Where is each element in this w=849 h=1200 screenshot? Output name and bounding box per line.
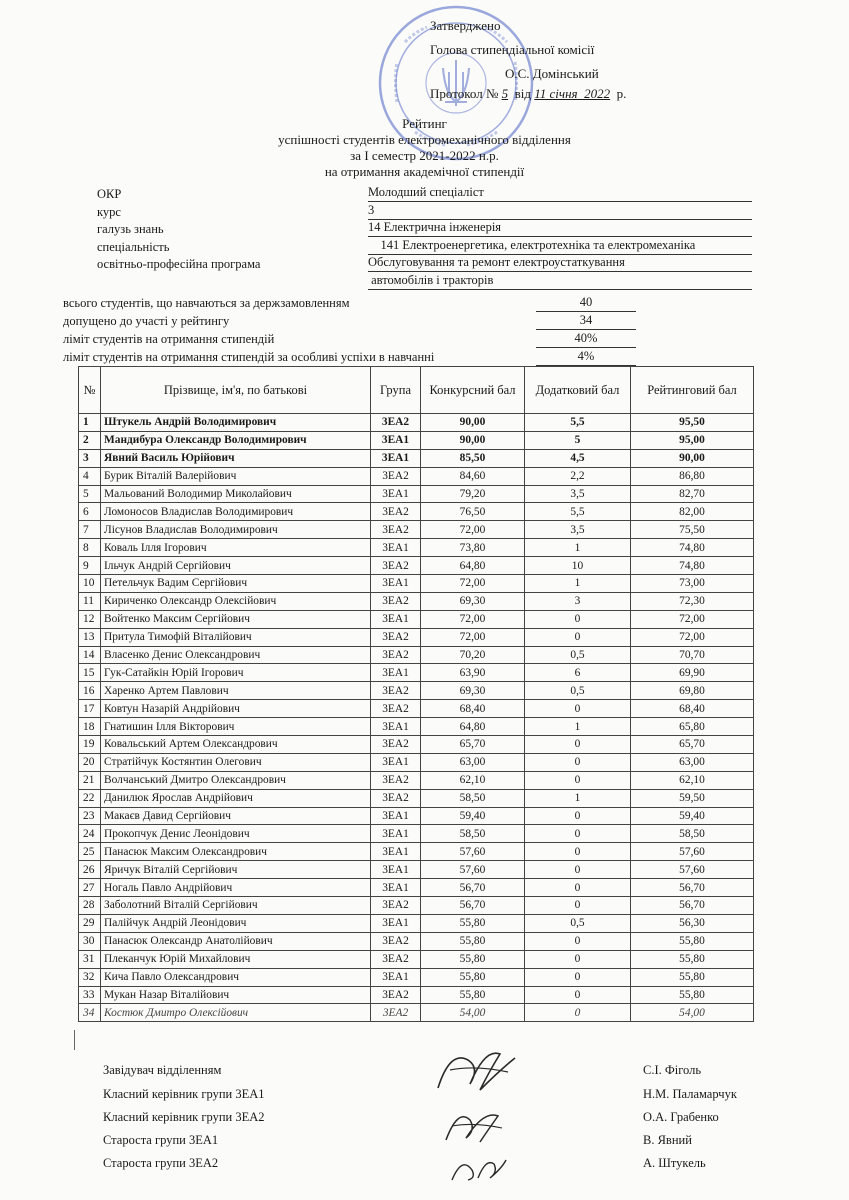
additional-score: 0 xyxy=(525,825,631,843)
competitive-score: 90,00 xyxy=(421,431,525,449)
approval-line-1: Затверджено xyxy=(430,18,501,33)
rating-score: 62,10 xyxy=(631,771,754,789)
additional-score: 6 xyxy=(525,664,631,682)
table-row xyxy=(79,431,754,449)
rating-score: 55,80 xyxy=(631,950,754,968)
group: 3ЕА2 xyxy=(371,1004,421,1022)
competitive-score: 55,80 xyxy=(421,914,525,932)
competitive-score: 84,60 xyxy=(421,467,525,485)
student-name: Панасюк Олександр Анатолійович xyxy=(101,932,371,950)
student-name: Мальований Володимир Миколайович xyxy=(101,485,371,503)
competitive-score: 58,50 xyxy=(421,825,525,843)
stat-value-limit-special: 4% xyxy=(536,348,636,366)
student-name: Войтенко Максим Сергійович xyxy=(101,610,371,628)
ranking-table xyxy=(78,366,754,1022)
competitive-score: 90,00 xyxy=(421,414,525,432)
row-number: 17 xyxy=(79,700,101,718)
protocol-mid: від xyxy=(508,86,535,101)
additional-score: 1 xyxy=(525,539,631,557)
table-row xyxy=(79,932,754,950)
rating-score: 86,80 xyxy=(631,467,754,485)
competitive-score: 76,50 xyxy=(421,503,525,521)
row-number: 21 xyxy=(79,771,101,789)
competitive-score: 79,20 xyxy=(421,485,525,503)
rating-score: 55,80 xyxy=(631,968,754,986)
table-row xyxy=(79,771,754,789)
group: 3ЕА2 xyxy=(371,592,421,610)
row-number: 3 xyxy=(79,449,101,467)
student-name: Лісунов Владислав Володимирович xyxy=(101,521,371,539)
row-number: 30 xyxy=(79,932,101,950)
group: 3ЕА2 xyxy=(371,986,421,1004)
rating-score: 54,00 xyxy=(631,1004,754,1022)
student-name: Костюк Дмитро Олексійович xyxy=(101,1004,371,1022)
row-number: 14 xyxy=(79,646,101,664)
competitive-score: 69,30 xyxy=(421,682,525,700)
sign-role-head: Завідувач відділенням xyxy=(103,1063,222,1077)
competitive-score: 55,80 xyxy=(421,950,525,968)
student-name: Кириченко Олександр Олексійович xyxy=(101,592,371,610)
rating-score: 70,70 xyxy=(631,646,754,664)
group: 3ЕА1 xyxy=(371,718,421,736)
group: 3ЕА1 xyxy=(371,968,421,986)
info-value-field: 14 Електрична інженерія xyxy=(368,219,752,237)
student-name: Панасюк Максим Олександрович xyxy=(101,843,371,861)
table-row xyxy=(79,789,754,807)
additional-score: 0 xyxy=(525,753,631,771)
additional-score: 0 xyxy=(525,736,631,754)
row-number: 13 xyxy=(79,628,101,646)
rating-score: 57,60 xyxy=(631,843,754,861)
group: 3ЕА1 xyxy=(371,879,421,897)
competitive-score: 85,50 xyxy=(421,449,525,467)
rating-score: 74,80 xyxy=(631,557,754,575)
rating-score: 95,50 xyxy=(631,414,754,432)
competitive-score: 63,00 xyxy=(421,753,525,771)
title-subtitle: успішності студентів електромеханічного відділення xyxy=(278,132,571,147)
competitive-score: 70,20 xyxy=(421,646,525,664)
approval-line-2: Голова стипендіальної комісії xyxy=(430,42,595,57)
table-header-row xyxy=(79,367,754,414)
additional-score: 1 xyxy=(525,789,631,807)
table-body xyxy=(79,414,754,1022)
row-number: 6 xyxy=(79,503,101,521)
stat-label-admitted: допущено до участі у рейтингу xyxy=(63,314,230,328)
additional-score: 0,5 xyxy=(525,682,631,700)
group: 3ЕА2 xyxy=(371,521,421,539)
protocol-prefix: Протокол № xyxy=(430,86,502,101)
competitive-score: 57,60 xyxy=(421,861,525,879)
table-row xyxy=(79,467,754,485)
competitive-score: 55,80 xyxy=(421,986,525,1004)
additional-score: 0 xyxy=(525,879,631,897)
margin-mark xyxy=(74,1030,75,1050)
student-name: Штукель Андрій Володимирович xyxy=(101,414,371,432)
table-row xyxy=(79,539,754,557)
table-row xyxy=(79,485,754,503)
row-number: 9 xyxy=(79,557,101,575)
row-number: 25 xyxy=(79,843,101,861)
sign-role-curator-1: Класний керівник групи 3ЕА1 xyxy=(103,1087,265,1101)
info-label-okr: ОКР xyxy=(97,187,122,201)
stat-value-total: 40 xyxy=(536,294,636,312)
group: 3ЕА2 xyxy=(371,736,421,754)
group: 3ЕА1 xyxy=(371,914,421,932)
student-name: Стратійчук Костянтин Олегович xyxy=(101,753,371,771)
info-label-specialty: спеціальність xyxy=(97,240,170,254)
title-rating: Рейтинг xyxy=(402,116,447,131)
group: 3ЕА1 xyxy=(371,807,421,825)
group: 3ЕА2 xyxy=(371,897,421,915)
student-name: Коваль Ілля Ігорович xyxy=(101,539,371,557)
group: 3ЕА2 xyxy=(371,628,421,646)
rating-score: 72,00 xyxy=(631,628,754,646)
additional-score: 0 xyxy=(525,771,631,789)
competitive-score: 64,80 xyxy=(421,557,525,575)
rating-score: 55,80 xyxy=(631,932,754,950)
title-purpose: на отримання академічної стипендії xyxy=(324,164,525,179)
table-row xyxy=(79,557,754,575)
additional-score: 0 xyxy=(525,986,631,1004)
table-row xyxy=(79,861,754,879)
table-row xyxy=(79,825,754,843)
signature-scribble-3 xyxy=(448,1150,508,1185)
student-name: Притула Тимофій Віталійович xyxy=(101,628,371,646)
sign-name-elder-2: А. Штукель xyxy=(643,1156,706,1170)
additional-score: 2,2 xyxy=(525,467,631,485)
additional-score: 3 xyxy=(525,592,631,610)
table-row xyxy=(79,646,754,664)
additional-score: 0 xyxy=(525,950,631,968)
sign-role-elder-2: Староста групи 3ЕА2 xyxy=(103,1156,219,1170)
competitive-score: 57,60 xyxy=(421,843,525,861)
rating-score: 74,80 xyxy=(631,539,754,557)
additional-score: 0,5 xyxy=(525,646,631,664)
student-name: Ковальський Артем Олександрович xyxy=(101,736,371,754)
additional-score: 0 xyxy=(525,807,631,825)
table-row xyxy=(79,879,754,897)
rating-score: 56,30 xyxy=(631,914,754,932)
group: 3ЕА1 xyxy=(371,825,421,843)
table-row xyxy=(79,628,754,646)
table-row xyxy=(79,664,754,682)
competitive-score: 62,10 xyxy=(421,771,525,789)
student-name: Харенко Артем Павлович xyxy=(101,682,371,700)
student-name: Ногаль Павло Андрійович xyxy=(101,879,371,897)
competitive-score: 54,00 xyxy=(421,1004,525,1022)
sign-role-curator-2: Класний керівник групи 3ЕА2 xyxy=(103,1110,265,1124)
info-value-specialty: 141 Електроенергетика, електротехніка та електромеханіка xyxy=(368,237,752,255)
table-row xyxy=(79,950,754,968)
rating-score: 56,70 xyxy=(631,897,754,915)
student-name: Мукан Назар Віталійович xyxy=(101,986,371,1004)
student-name: Гук-Сатайкін Юрій Ігорович xyxy=(101,664,371,682)
rating-score: 59,40 xyxy=(631,807,754,825)
sign-role-elder-1: Староста групи 3ЕА1 xyxy=(103,1133,219,1147)
rating-score: 56,70 xyxy=(631,879,754,897)
competitive-score: 56,70 xyxy=(421,897,525,915)
row-number: 4 xyxy=(79,467,101,485)
row-number: 28 xyxy=(79,897,101,915)
competitive-score: 72,00 xyxy=(421,575,525,593)
student-name: Власенко Денис Олександрович xyxy=(101,646,371,664)
group: 3ЕА2 xyxy=(371,950,421,968)
student-name: Ломоносов Владислав Володимирович xyxy=(101,503,371,521)
table-row xyxy=(79,700,754,718)
group: 3ЕА1 xyxy=(371,485,421,503)
row-number: 5 xyxy=(79,485,101,503)
rating-score: 72,30 xyxy=(631,592,754,610)
approval-line-3: О.С. Домінський xyxy=(505,66,599,81)
student-name: Волчанський Дмитро Олександрович xyxy=(101,771,371,789)
rating-score: 55,80 xyxy=(631,986,754,1004)
group: 3ЕА2 xyxy=(371,503,421,521)
row-number: 26 xyxy=(79,861,101,879)
student-name: Бурик Віталій Валерійович xyxy=(101,467,371,485)
row-number: 8 xyxy=(79,539,101,557)
info-value-course: 3 xyxy=(368,202,752,220)
info-value-program-cont: автомобілів і тракторів xyxy=(368,272,752,290)
row-number: 18 xyxy=(79,718,101,736)
additional-score: 0,5 xyxy=(525,914,631,932)
competitive-score: 69,30 xyxy=(421,592,525,610)
student-name: Палійчук Андрій Леонідович xyxy=(101,914,371,932)
competitive-score: 72,00 xyxy=(421,610,525,628)
student-name: Ковтун Назарій Андрійович xyxy=(101,700,371,718)
table-row xyxy=(79,986,754,1004)
group: 3ЕА2 xyxy=(371,646,421,664)
student-name: Плеканчук Юрій Михайлович xyxy=(101,950,371,968)
stat-label-total: всього студентів, що навчаються за держзамовленням xyxy=(63,296,350,310)
protocol-number: 5 xyxy=(501,86,509,101)
rating-score: 68,40 xyxy=(631,700,754,718)
additional-score: 10 xyxy=(525,557,631,575)
additional-score: 0 xyxy=(525,1004,631,1022)
group: 3ЕА2 xyxy=(371,414,421,432)
row-number: 10 xyxy=(79,575,101,593)
row-number: 12 xyxy=(79,610,101,628)
competitive-score: 73,80 xyxy=(421,539,525,557)
stat-value-admitted: 34 xyxy=(536,312,636,330)
protocol-line xyxy=(430,86,626,102)
additional-score: 5 xyxy=(525,431,631,449)
rating-score: 65,80 xyxy=(631,718,754,736)
group: 3ЕА1 xyxy=(371,843,421,861)
rating-score: 58,50 xyxy=(631,825,754,843)
additional-score: 0 xyxy=(525,968,631,986)
competitive-score: 64,80 xyxy=(421,718,525,736)
competitive-score: 59,40 xyxy=(421,807,525,825)
group: 3ЕА1 xyxy=(371,610,421,628)
additional-score: 5,5 xyxy=(525,414,631,432)
header-number: № xyxy=(79,367,101,414)
group: 3ЕА2 xyxy=(371,932,421,950)
row-number: 33 xyxy=(79,986,101,1004)
table-row xyxy=(79,753,754,771)
student-name: Заболотний Віталій Сергійович xyxy=(101,897,371,915)
row-number: 20 xyxy=(79,753,101,771)
protocol-date: 11 січня 2022 xyxy=(534,86,611,101)
stat-label-limit: ліміт студентів на отримання стипендій xyxy=(63,332,275,346)
sign-name-curator-1: Н.М. Паламарчук xyxy=(643,1087,737,1101)
rating-score: 57,60 xyxy=(631,861,754,879)
header-name: Прізвище, ім'я, по батькові xyxy=(101,367,371,414)
sign-name-curator-2: О.А. Грабенко xyxy=(643,1110,719,1124)
rating-score: 72,00 xyxy=(631,610,754,628)
group: 3ЕА1 xyxy=(371,753,421,771)
student-name: Петельчук Вадим Сергійович xyxy=(101,575,371,593)
group: 3ЕА1 xyxy=(371,539,421,557)
group: 3ЕА2 xyxy=(371,557,421,575)
rating-score: 82,70 xyxy=(631,485,754,503)
group: 3ЕА2 xyxy=(371,682,421,700)
rating-score: 73,00 xyxy=(631,575,754,593)
stat-label-limit-special: ліміт студентів на отримання стипендій за особливі успіхи в навчанні xyxy=(63,350,435,364)
additional-score: 3,5 xyxy=(525,521,631,539)
rating-score: 95,00 xyxy=(631,431,754,449)
table-row xyxy=(79,807,754,825)
rating-score: 65,70 xyxy=(631,736,754,754)
additional-score: 0 xyxy=(525,843,631,861)
additional-score: 0 xyxy=(525,932,631,950)
table-row xyxy=(79,449,754,467)
additional-score: 4,5 xyxy=(525,449,631,467)
additional-score: 0 xyxy=(525,861,631,879)
rating-score: 63,00 xyxy=(631,753,754,771)
row-number: 15 xyxy=(79,664,101,682)
row-number: 34 xyxy=(79,1004,101,1022)
row-number: 32 xyxy=(79,968,101,986)
table-row xyxy=(79,682,754,700)
info-value-program: Обслуговування та ремонт електроустаткування xyxy=(368,254,752,272)
competitive-score: 55,80 xyxy=(421,968,525,986)
group: 3ЕА1 xyxy=(371,449,421,467)
info-label-program: освітньо-професійна програма xyxy=(97,257,261,271)
row-number: 2 xyxy=(79,431,101,449)
row-number: 23 xyxy=(79,807,101,825)
group: 3ЕА1 xyxy=(371,431,421,449)
group: 3ЕА1 xyxy=(371,861,421,879)
group: 3ЕА2 xyxy=(371,771,421,789)
competitive-score: 72,00 xyxy=(421,521,525,539)
student-name: Кича Павло Олександрович xyxy=(101,968,371,986)
row-number: 27 xyxy=(79,879,101,897)
competitive-score: 63,90 xyxy=(421,664,525,682)
info-label-field: галузь знань xyxy=(97,222,164,236)
additional-score: 5,5 xyxy=(525,503,631,521)
group: 3ЕА2 xyxy=(371,789,421,807)
header-group: Група xyxy=(371,367,421,414)
table-row xyxy=(79,897,754,915)
table-row xyxy=(79,575,754,593)
sign-name-elder-1: В. Явний xyxy=(643,1133,692,1147)
row-number: 29 xyxy=(79,914,101,932)
header-additional-score: Додатковий бал xyxy=(525,367,631,414)
row-number: 1 xyxy=(79,414,101,432)
row-number: 7 xyxy=(79,521,101,539)
table-row xyxy=(79,610,754,628)
table-row xyxy=(79,414,754,432)
additional-score: 0 xyxy=(525,700,631,718)
additional-score: 3,5 xyxy=(525,485,631,503)
group: 3ЕА1 xyxy=(371,575,421,593)
protocol-suffix: р. xyxy=(610,86,627,101)
info-label-course: курс xyxy=(97,205,121,219)
table-row xyxy=(79,521,754,539)
table-row xyxy=(79,1004,754,1022)
rating-score: 90,00 xyxy=(631,449,754,467)
row-number: 22 xyxy=(79,789,101,807)
signature-scribble-1 xyxy=(430,1040,520,1100)
header-rating-score: Рейтинговий бал xyxy=(631,367,754,414)
signature-scribble-2 xyxy=(440,1100,510,1150)
group: 3ЕА2 xyxy=(371,467,421,485)
sign-name-head: С.І. Фіголь xyxy=(643,1063,702,1077)
competitive-score: 55,80 xyxy=(421,932,525,950)
row-number: 24 xyxy=(79,825,101,843)
table-row xyxy=(79,914,754,932)
group: 3ЕА2 xyxy=(371,700,421,718)
table-row xyxy=(79,718,754,736)
student-name: Яричук Віталій Сергійович xyxy=(101,861,371,879)
competitive-score: 68,40 xyxy=(421,700,525,718)
row-number: 31 xyxy=(79,950,101,968)
additional-score: 1 xyxy=(525,575,631,593)
table-row xyxy=(79,736,754,754)
competitive-score: 58,50 xyxy=(421,789,525,807)
rating-score: 59,50 xyxy=(631,789,754,807)
student-name: Мандибура Олександр Володимирович xyxy=(101,431,371,449)
additional-score: 1 xyxy=(525,718,631,736)
additional-score: 0 xyxy=(525,628,631,646)
title-semester: за І семестр 2021-2022 н.р. xyxy=(350,148,499,163)
group: 3ЕА1 xyxy=(371,664,421,682)
student-name: Гнатишин Ілля Вікторович xyxy=(101,718,371,736)
row-number: 16 xyxy=(79,682,101,700)
student-name: Макаєв Давид Сергійович xyxy=(101,807,371,825)
competitive-score: 65,70 xyxy=(421,736,525,754)
student-name: Ільчук Андрій Сергійович xyxy=(101,557,371,575)
rating-score: 69,90 xyxy=(631,664,754,682)
row-number: 19 xyxy=(79,736,101,754)
competitive-score: 72,00 xyxy=(421,628,525,646)
stat-value-limit: 40% xyxy=(536,330,636,348)
table-row xyxy=(79,503,754,521)
rating-score: 82,00 xyxy=(631,503,754,521)
student-name: Прокопчук Денис Леонідович xyxy=(101,825,371,843)
student-name: Данилюк Ярослав Андрійович xyxy=(101,789,371,807)
additional-score: 0 xyxy=(525,610,631,628)
info-value-okr: Молодший спеціаліст xyxy=(368,184,752,202)
row-number: 11 xyxy=(79,592,101,610)
header-competitive-score: Конкурсний бал xyxy=(421,367,525,414)
competitive-score: 56,70 xyxy=(421,879,525,897)
table-row xyxy=(79,968,754,986)
table-row xyxy=(79,592,754,610)
rating-score: 69,80 xyxy=(631,682,754,700)
rating-score: 75,50 xyxy=(631,521,754,539)
student-name: Явний Василь Юрійович xyxy=(101,449,371,467)
table-row xyxy=(79,843,754,861)
additional-score: 0 xyxy=(525,897,631,915)
